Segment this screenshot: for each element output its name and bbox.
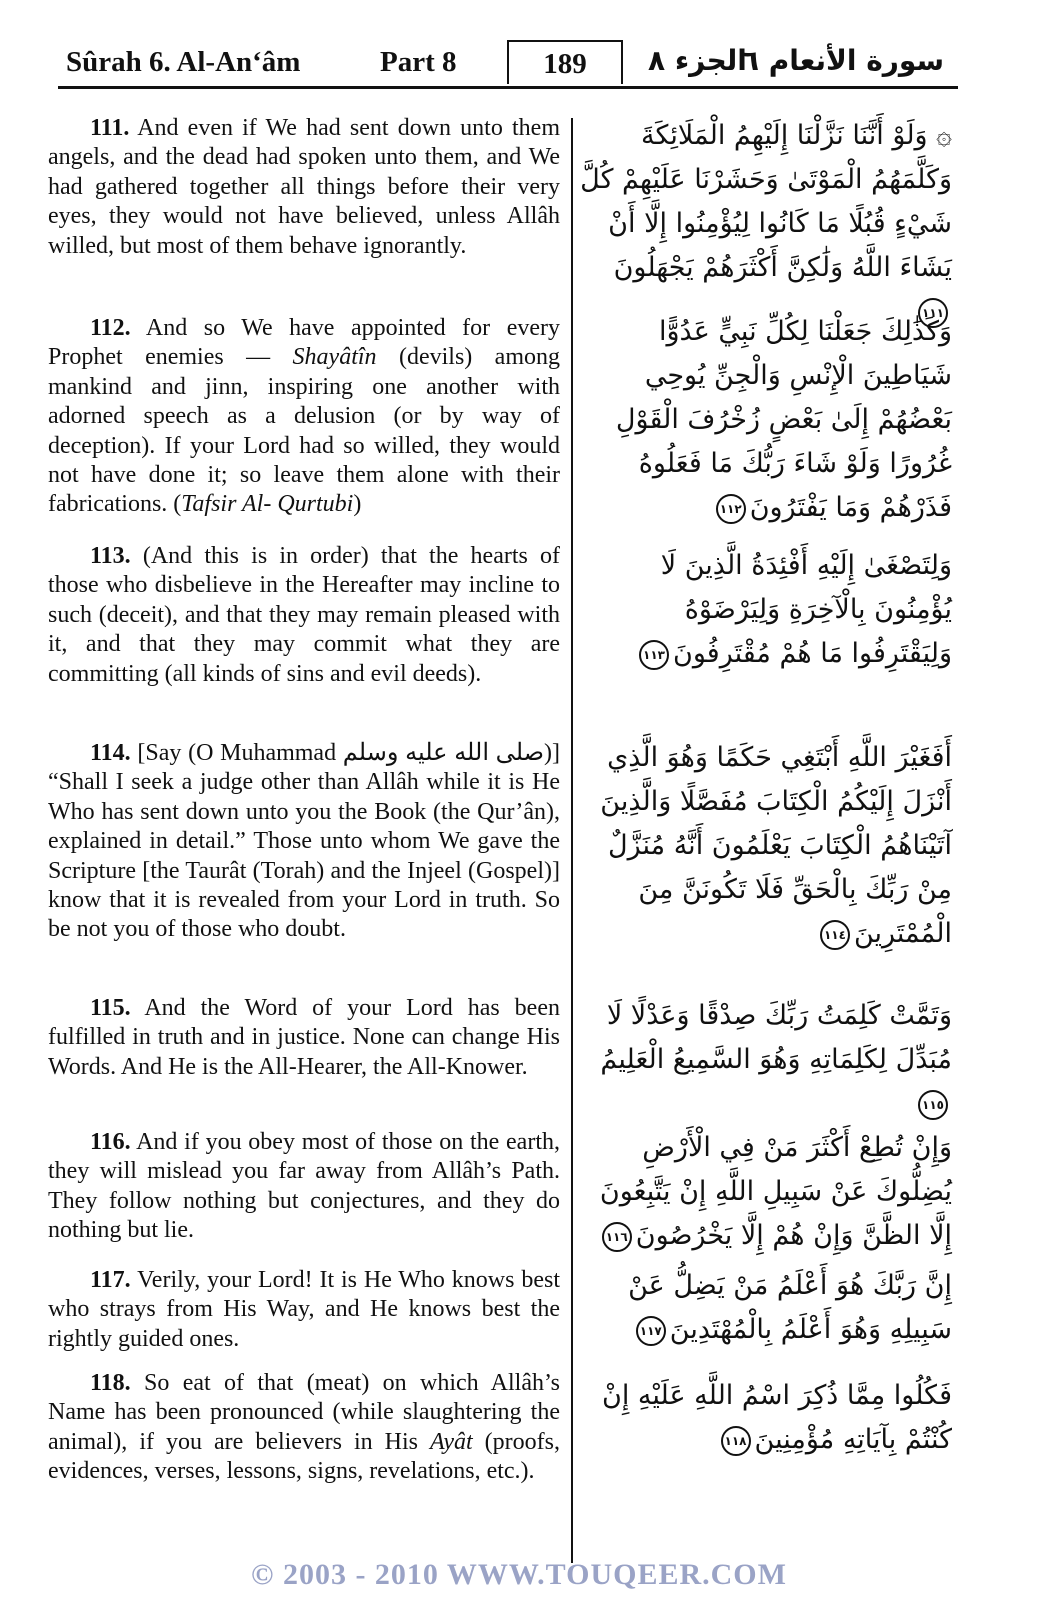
ayah-number-marker: ١١١ — [918, 298, 948, 328]
arabic-juz-label: الجزء ٨ — [648, 44, 747, 77]
page-header — [58, 38, 958, 86]
copyright-footer: © 2003 - 2010 WWW.TOUQEER.COM — [251, 1558, 787, 1591]
verse-113-arabic: وَلِتَصْغَىٰ إِلَيْهِ أَفْئِدَةُ الَّذِينَ لَا يُؤْمِنُونَ بِالْآخِرَةِ وَلِيَرْضَوْهُ وَلِيَقْتَرِفُوا مَا هُمْ مُقْتَرِفُونَ١١٣ — [580, 544, 952, 676]
verse-114-arabic: أَفَغَيْرَ اللَّهِ أَبْتَغِي حَكَمًا وَهُوَ الَّذِي أَنْزَلَ إِلَيْكُمُ الْكِتَابَ مُفَصَّلًا وَالَّذِينَ آتَيْنَاهُمُ الْكِتَابَ يَعْلَمُونَ أَنَّهُ مُنَزَّلٌ مِنْ رَبِّكَ بِالْحَقِّ فَلَا تَكُونَنَّ مِنَ الْمُمْتَرِينَ١١٤ — [600, 742, 952, 949]
page-number: 189 — [507, 40, 623, 84]
verse-116-english: 116. And if you obey most of those on the earth, they will mislead you far away from Allâh’s Path. They follow nothing but conjectures, and they do nothing but lie. — [48, 1129, 560, 1244]
verse-113-english: 113. (And this is in order) that the hearts of those who disbelieve in the Hereafter may incline to such (deceit), and that they may remain pleased with it, and that they may commit what they are committing (all kinds of sins and evil deeds). — [48, 543, 560, 687]
ayah-number-marker: ١١٨ — [721, 1426, 751, 1456]
column-divider — [571, 118, 573, 1563]
verse-116-arabic: وَإِنْ تُطِعْ أَكْثَرَ مَنْ فِي الْأَرْضِ يُضِلُّوكَ عَنْ سَبِيلِ اللَّهِ إِنْ يَتَّبِعُونَ إِلَّا الظَّنَّ وَإِنْ هُمْ إِلَّا يَخْرُصُونَ١١٦ — [599, 1132, 952, 1251]
verse-111-english: 111. And even if We had sent down unto them angels, and the dead had spoken unto them, and We had gathered together all things before their very eyes, they would not have believed, unless Allâh willed, but most of them behave ignorantly. — [48, 115, 560, 259]
ayah-number-marker: ١١٦ — [602, 1222, 632, 1252]
verse-118-arabic: فَكُلُوا مِمَّا ذُكِرَ اسْمُ اللَّهِ عَلَيْهِ إِنْ كُنْتُمْ بِآيَاتِهِ مُؤْمِنِينَ١١٨ — [601, 1380, 952, 1455]
verse-112-english: 112. And so We have appointed for every Prophet enemies — Shayâtîn (devils) among mankind and jinn, inspiring one another with adorned speech as a delusion (or by way of deception). If your Lord had so willed, they would not have done it; so leave them alone with their fabrications. (Tafsir Al- Qurtubi) — [48, 315, 561, 518]
ayah-number-marker: ١١٣ — [639, 640, 669, 670]
verse-115-arabic: وَتَمَّتْ كَلِمَتُ رَبِّكَ صِدْقًا وَعَدْلًا لَا مُبَدِّلَ لِكَلِمَاتِهِ وَهُوَ السَّمِيعُ الْعَلِيمُ١١٥ — [580, 994, 952, 1126]
arabic-surah-title: سورة الأنعام ٦ — [741, 44, 944, 77]
ayah-number-marker: ١١٧ — [636, 1316, 666, 1346]
header-rule — [58, 86, 958, 89]
ayah-number-marker: ١١٢ — [716, 494, 746, 524]
ayah-number-marker: ١١٤ — [820, 920, 850, 950]
verse-111-arabic: ۞ وَلَوْ أَنَّنَا نَزَّلْنَا إِلَيْهِمُ الْمَلَائِكَةَ وَكَلَّمَهُمُ الْمَوْتَىٰ وَحَشَرْنَا عَلَيْهِمْ كُلَّ شَيْءٍ قُبُلًا مَا كَانُوا لِيُؤْمِنُوا إِلَّا أَنْ يَشَاءَ اللَّهُ وَلَٰكِنَّ أَكْثَرَهُمْ يَجْهَلُونَ١١١ — [580, 114, 952, 334]
ayah-number-marker: ١١٥ — [918, 1090, 948, 1120]
verse-114-english: 114. [Say (O Muhammad صلى الله عليه وسلم)] “Shall I seek a judge other than Allâh while it is He Who has sent down unto you the Book (the Qur’ân), explained in detail.” Those unto whom We gave the Scripture [the Taurât (Torah) and the Injeel (Gospel)] know that it is revealed from your Lord in truth. So be not you of those who doubt. — [48, 740, 560, 943]
verse-115-english: 115. And the Word of your Lord has been fulfilled in truth and in justice. None can change His Words. And He is the All-Hearer, the All-Knower. — [48, 995, 560, 1080]
verse-112-arabic: وَكَذَٰلِكَ جَعَلْنَا لِكُلِّ نَبِيٍّ عَدُوًّا شَيَاطِينَ الْإِنْسِ وَالْجِنِّ يُوحِي بَعْضُهُمْ إِلَىٰ بَعْضٍ زُخْرُفَ الْقَوْلِ غُرُورًا وَلَوْ شَاءَ رَبُّكَ مَا فَعَلُوهُ فَذَرْهُمْ وَمَا يَفْتَرُونَ١١٢ — [615, 316, 952, 523]
surah-title: Sûrah 6. Al-An‘âm — [66, 46, 301, 78]
verse-118-english: 118. So eat of that (meat) on which Allâh’s Name has been pronounced (while slaughtering the animal), if you are believers in His Ayât (proofs, evidences, verses, lessons, signs, revelations, etc.). — [48, 1370, 560, 1485]
verse-117-arabic: إِنَّ رَبَّكَ هُوَ أَعْلَمُ مَنْ يَضِلُّ عَنْ سَبِيلِهِ وَهُوَ أَعْلَمُ بِالْمُهْتَدِينَ١١٧ — [628, 1270, 952, 1345]
verse-117-english: 117. Verily, your Lord! It is He Who knows best who strays from His Way, and He knows best the rightly guided ones. — [48, 1267, 560, 1352]
part-label: Part 8 — [380, 46, 457, 78]
